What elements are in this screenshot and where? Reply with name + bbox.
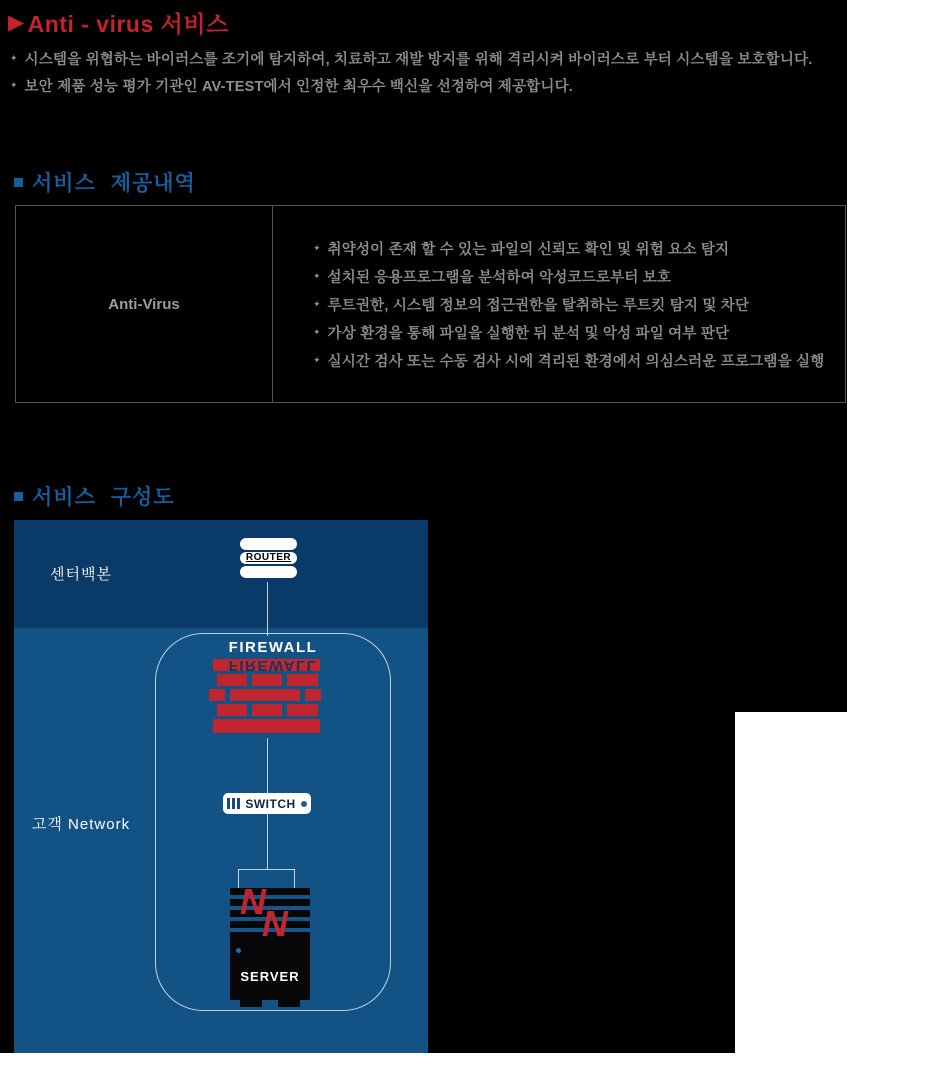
brick (287, 704, 318, 716)
brick (209, 689, 225, 701)
connector-line (267, 813, 268, 869)
diamond-bullet-icon: ✦ (313, 326, 321, 337)
square-bullet-icon (14, 492, 23, 501)
brick (252, 704, 282, 716)
table-cell-items (273, 206, 845, 402)
switch-icon (223, 793, 311, 814)
table-item (313, 318, 845, 346)
table-item (313, 346, 845, 374)
table-item-text: 설치된 응용프로그램을 분석하여 악성코드로부터 보호 (327, 269, 672, 286)
table-item (313, 262, 845, 290)
table-row-header: Anti-Virus (16, 206, 273, 402)
network-diagram (14, 520, 428, 1053)
server-logo-letter: N (240, 881, 266, 922)
brick (217, 674, 247, 686)
brick (252, 674, 282, 686)
brick (213, 719, 320, 733)
page-title-text: Anti - virus 서비스 (27, 11, 229, 37)
section-heading-text: 서비스 제공내역 (32, 172, 196, 195)
connector-line (267, 738, 268, 793)
diamond-bullet-icon: ✦ (313, 270, 321, 281)
diamond-bullet-icon: ✦ (313, 242, 321, 253)
square-bullet-icon (14, 178, 23, 187)
zone-customer-label: 고객 Network (31, 816, 131, 833)
section-heading-diagram (14, 481, 175, 511)
table-item-text: 루트권한, 시스템 정보의 접근권한을 탈취하는 루트킷 탐지 및 차단 (327, 297, 750, 314)
service-table (15, 205, 846, 403)
brick (217, 704, 247, 716)
switch-label: SWITCH (245, 796, 296, 811)
section-heading-provision (14, 167, 196, 197)
router-icon (240, 538, 297, 580)
table-item-text: 가상 환경을 통해 파일을 실행한 뒤 분석 및 악성 파일 여부 판단 (327, 325, 730, 342)
connector-line (267, 582, 268, 636)
server-foot (278, 1000, 300, 1007)
title-arrow-icon: ▶ (8, 11, 25, 34)
router-bar (240, 566, 297, 578)
zone-backbone-label: 센터백본 (50, 566, 112, 583)
table-item (313, 234, 845, 262)
server-label: SERVER (240, 969, 300, 984)
server-led-icon (236, 948, 241, 953)
section-heading-text: 서비스 구성도 (32, 486, 175, 509)
intro-item (10, 72, 813, 99)
diamond-bullet-icon: ✦ (313, 354, 321, 365)
connector-bracket-leg (238, 869, 239, 889)
brick (287, 674, 318, 686)
firewall-label-reflection: FIREWALL (228, 657, 318, 674)
intro-item-text: 보안 제품 성능 평가 기관인 AV-TEST에서 인정한 최우수 백신을 선정하여 제공합니다. (24, 79, 574, 95)
switch-led-icon (301, 801, 307, 807)
server-foot (240, 1000, 262, 1007)
page-title (8, 6, 229, 39)
table-item (313, 290, 845, 318)
intro-item-text: 시스템을 위협하는 바이러스를 조기에 탐지하여, 치료하고 재발 방지를 위해 격리시켜 바이러스로 부터 시스템을 보호합니다. (24, 52, 813, 68)
intro-item (10, 45, 813, 72)
brick (230, 689, 300, 701)
table-item-text: 취약성이 존재 할 수 있는 파일의 신뢰도 확인 및 위험 요소 탐지 (327, 241, 730, 258)
intro-list (10, 45, 813, 99)
router-label: ROUTER (240, 552, 297, 564)
connector-bracket (238, 869, 295, 870)
diamond-bullet-icon: ✦ (313, 298, 321, 309)
diamond-bullet-icon: ✦ (10, 80, 18, 90)
firewall-label: FIREWALL (228, 639, 318, 656)
diamond-bullet-icon: ✦ (10, 53, 18, 63)
server-logo-letter: N (262, 903, 288, 944)
server-icon (230, 881, 310, 1000)
brick (305, 689, 321, 701)
table-item-text: 실시간 검사 또는 수동 검사 시에 격리된 환경에서 의심스러운 프로그램을 실행 (327, 353, 825, 370)
switch-port-bars-icon (227, 798, 240, 809)
router-bar (240, 538, 297, 550)
connector-bracket-leg (294, 869, 295, 889)
